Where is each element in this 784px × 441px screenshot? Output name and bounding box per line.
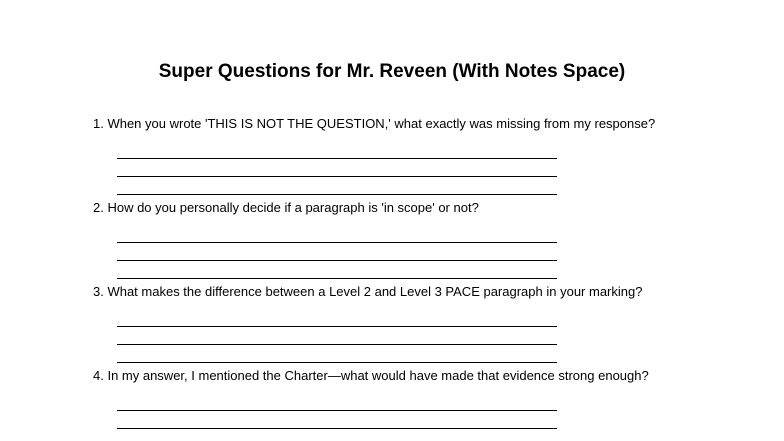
question-2: 2. How do you personally decide if a paragraph is 'in scope' or not? <box>93 200 479 215</box>
question-4: 4. In my answer, I mentioned the Charter—what would have made that evidence strong enough? <box>93 368 649 383</box>
notes-line <box>117 158 557 159</box>
notes-line <box>117 362 557 363</box>
notes-line <box>117 176 557 177</box>
notes-line <box>117 428 557 429</box>
notes-line <box>117 326 557 327</box>
notes-line <box>117 344 557 345</box>
question-3: 3. What makes the difference between a Level 2 and Level 3 PACE paragraph in your marking? <box>93 284 643 299</box>
notes-line <box>117 278 557 279</box>
notes-line <box>117 194 557 195</box>
document-title: Super Questions for Mr. Reveen (With Notes Space) <box>158 61 626 82</box>
notes-line <box>117 410 557 411</box>
notes-line <box>117 260 557 261</box>
question-1: 1. When you wrote 'THIS IS NOT THE QUESTION,' what exactly was missing from my response? <box>93 116 656 131</box>
notes-line <box>117 242 557 243</box>
